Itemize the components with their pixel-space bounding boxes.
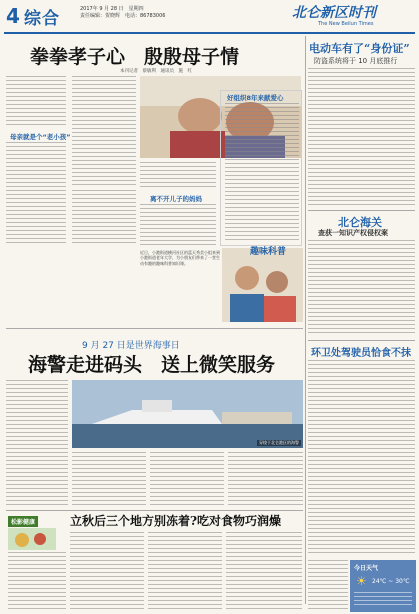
bottom-rule [6,510,303,511]
shipping-text-col4 [228,452,303,506]
health-text-col4 [226,532,302,610]
customs-text [308,240,415,336]
feature-inhead-1: 母亲就是个“老小孩” [10,133,71,141]
weather-title: 今日天气 [354,565,379,572]
health-text-col2 [70,532,144,610]
weather-box [350,560,416,612]
science-photo [222,248,303,322]
science-caption: 近日，小港街道横河社区的蓝天秀美小组来到小港街道老年大学，为小朋友们带来了一堂生动有趣的趣味科普知识课。 [140,250,220,266]
science-label: 趣味科普 [250,247,287,257]
section-name: 综合 [24,9,60,29]
shipping-text-col3 [150,452,224,506]
feature-byline: 本刊记者 蔡敏利 通讯员 施 红 [120,69,192,74]
newspaper-logo: 北仑新区时刊 [292,5,376,21]
volunteer-box-title: 好组织8年来献爱心 [227,94,284,102]
health-photo-image [8,528,56,550]
feature-text-col2 [72,76,136,186]
shipping-headline: 海警走进码头 送上微笑服务 [28,354,276,376]
shipping-kicker: 9 月 27 日是世界海事日 [82,341,180,351]
masthead [0,0,419,36]
weather-temp: 24℃ ~ 30℃ [372,578,410,585]
feature-headline: 拳拳孝子心 殷殷母子情 [30,46,240,68]
date-info: 2017年 9 月 28 日 星期四 责任编辑：贺晓辉 电话：86783006 [80,6,166,19]
feature-text-col1b [6,142,66,246]
mid-rule [6,328,303,329]
health-badge: 松影健康 [8,516,38,527]
shipping-text-col2 [72,452,146,506]
health-photo [8,528,56,550]
feature-text-col3b [140,204,216,246]
feature-text-col1a [6,76,66,128]
ebike-text [308,68,415,206]
science-photo-image [222,248,303,322]
feature-text-col3a [140,162,216,190]
health-text-col3 [148,532,222,610]
customs-subtitle: 查获一知识产权侵权案 [318,229,388,237]
volunteer-box-text [225,103,299,243]
health-text-col1 [8,552,66,610]
volunteer-box [220,90,302,246]
right-rule-2 [308,340,415,341]
shipping-photo-image [72,380,303,448]
weather-details [354,592,412,608]
page-number: 4 [6,4,20,28]
weather-sun-icon: ☀ [356,574,367,588]
feature-inhead-2: 离不开儿子的妈妈 [150,195,202,203]
shipping-text-col1 [6,380,68,506]
right-bottom-text [308,560,348,610]
shipping-photo-caption: 穿梭于北仑港区的海警 [259,440,299,445]
column-divider [305,36,306,604]
newspaper-logo-sub: The New Beilun Times [318,21,374,27]
feature-text-col2b [72,190,136,246]
right-rule-1 [308,210,415,211]
ebike-subtitle: 防盗系统将于 10 月底推行 [314,57,398,65]
sanitation-headline: 环卫处驾驶员恰食不抹 [311,348,411,359]
customs-headline: 北仑海关 [338,216,382,229]
sanitation-text [308,360,415,556]
health-headline: 立秋后三个地方别冻着?吃对食物巧润燥 [70,514,282,528]
ebike-headline: 电动车有了“身份证” [309,42,410,55]
masthead-rule [4,32,415,34]
shipping-photo [72,380,303,448]
